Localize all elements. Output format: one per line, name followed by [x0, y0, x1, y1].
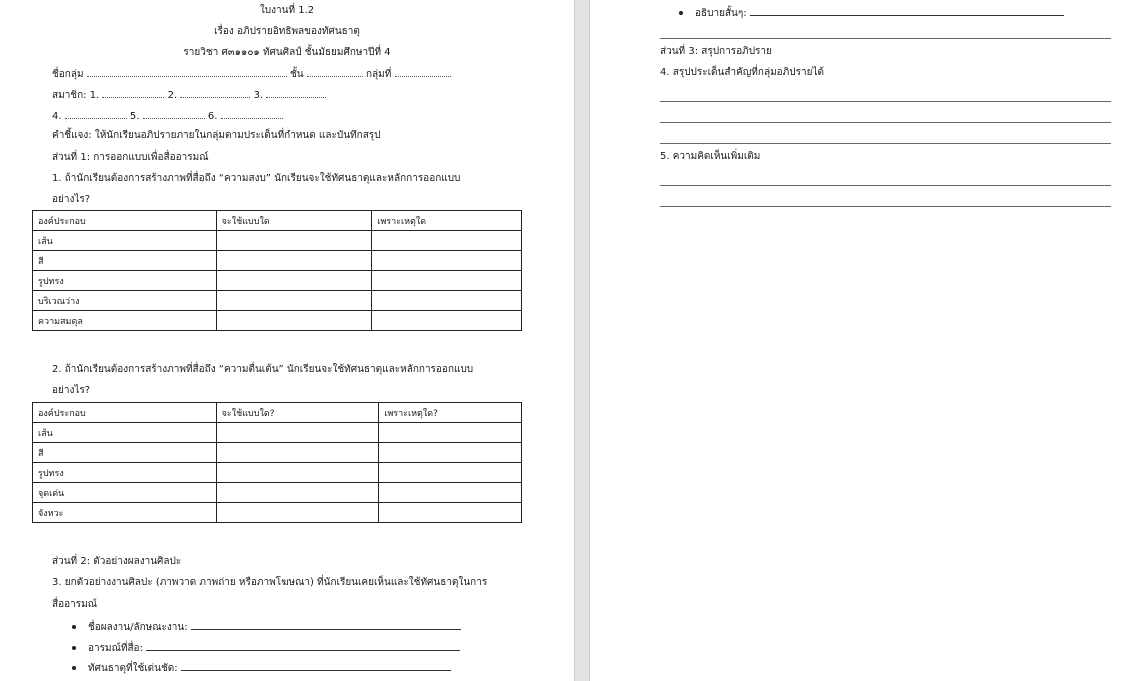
q2-line1: 2. ถ้านักเรียนต้องการสร้างภาพที่สื่อถึง “ความตื่นเต้น” นักเรียนจะใช้ทัศนธาตุและหลักการออกแบบ: [52, 364, 474, 375]
instructions: คำชี้แจง: ให้นักเรียนอภิปรายภายในกลุ่มตามประเด็นที่กำหนด และบันทึกสรุป: [52, 130, 381, 141]
page-gutter: [574, 0, 590, 681]
answer-cell[interactable]: [216, 311, 372, 331]
bullet-label: ชื่อผลงาน/ลักษณะงาน:: [88, 622, 188, 633]
header-cell: เพราะเหตุใด: [372, 211, 522, 231]
table-row: [33, 503, 522, 523]
table-excitement: [32, 402, 522, 523]
table-row: [33, 251, 522, 271]
member-num: 5.: [129, 111, 140, 122]
group-label: ชื่อกลุ่ม: [52, 69, 84, 80]
row-label: สี: [33, 443, 217, 463]
answer-line[interactable]: [660, 206, 1111, 207]
q5: 5. ความคิดเห็นเพิ่มเติม: [660, 151, 761, 162]
header-cell: องค์ประกอบ: [33, 403, 217, 423]
table-row: [33, 311, 522, 331]
q3-line2: สื่ออารมณ์: [52, 599, 97, 610]
answer-line[interactable]: [660, 38, 1111, 39]
member-num: 3.: [253, 90, 264, 101]
course-line: รายวิชา ศ๓๑๑๐๑ ทัศนศิลป์ ชั้นมัธยมศึกษาปีที่ 4: [183, 47, 391, 58]
table-row: [33, 271, 522, 291]
table-calm: [32, 210, 522, 331]
emotion-blank[interactable]: [146, 640, 460, 651]
q2-line2: อย่างไร?: [52, 385, 91, 396]
q4: 4. สรุปประเด็นสำคัญที่กลุ่มอภิปรายได้: [660, 67, 824, 78]
explain-blank[interactable]: [750, 5, 1064, 16]
row-label: ความสมดุล: [33, 311, 217, 331]
member-blank[interactable]: [65, 109, 127, 119]
answer-cell[interactable]: [216, 463, 379, 483]
bullet-elements: [88, 660, 451, 675]
row-label: จังหวะ: [33, 503, 217, 523]
member-num: 4.: [52, 111, 62, 122]
table-row: [33, 483, 522, 503]
member-blank[interactable]: [180, 88, 250, 98]
bullet-icon: [72, 666, 76, 670]
group-name-blank[interactable]: [87, 67, 287, 77]
bullet-artwork-name: [88, 619, 461, 634]
answer-cell[interactable]: [216, 443, 379, 463]
answer-cell[interactable]: [379, 463, 522, 483]
header-cell: องค์ประกอบ: [33, 211, 217, 231]
answer-cell[interactable]: [372, 271, 522, 291]
members-line-1: [52, 88, 326, 102]
part2-title: ส่วนที่ 2: ตัวอย่างผลงานศิลปะ: [52, 556, 182, 567]
q3-line1: 3. ยกตัวอย่างงานศิลปะ (ภาพวาด ภาพถ่าย หรือภาพโฆษณา) ที่นักเรียนเคยเห็นและใช้ทัศนธาตุในการ: [52, 577, 488, 588]
elements-blank[interactable]: [181, 660, 451, 671]
document-page-right: [590, 0, 1132, 681]
members-label: สมาชิก:: [52, 90, 87, 101]
answer-cell[interactable]: [379, 423, 522, 443]
group-no-label: กลุ่มที่: [365, 69, 392, 80]
answer-cell[interactable]: [372, 251, 522, 271]
artwork-name-blank[interactable]: [191, 619, 461, 630]
answer-cell[interactable]: [216, 483, 379, 503]
members-line-2: [52, 109, 283, 123]
row-label: บริเวณว่าง: [33, 291, 217, 311]
answer-line[interactable]: [660, 101, 1111, 102]
table-row: [33, 231, 522, 251]
part1-title: ส่วนที่ 1: การออกแบบเพื่อสื่ออารมณ์: [52, 152, 209, 163]
bullet-label: อารมณ์ที่สื่อ:: [88, 643, 143, 654]
class-blank[interactable]: [307, 67, 363, 77]
table-header-row: [33, 403, 522, 423]
answer-line[interactable]: [660, 122, 1111, 123]
answer-cell[interactable]: [379, 483, 522, 503]
q1-line1: 1. ถ้านักเรียนต้องการสร้างภาพที่สื่อถึง “ความสงบ” นักเรียนจะใช้ทัศนธาตุและหลักการออกแบบ: [52, 173, 461, 184]
member-num: 2.: [167, 90, 178, 101]
answer-line[interactable]: [660, 185, 1111, 186]
row-label: รูปทรง: [33, 463, 217, 483]
bullet-explain: [695, 5, 1064, 20]
header-cell: เพราะเหตุใด?: [379, 403, 522, 423]
bullet-label: ทัศนธาตุที่ใช้เด่นชัด:: [88, 663, 178, 674]
worksheet-number: ใบงานที่ 1.2: [259, 5, 315, 16]
member-blank[interactable]: [102, 88, 164, 98]
bullet-emotion: [88, 640, 460, 655]
answer-cell[interactable]: [216, 291, 372, 311]
answer-line[interactable]: [660, 143, 1111, 144]
answer-cell[interactable]: [372, 291, 522, 311]
row-label: สี: [33, 251, 217, 271]
member-blank[interactable]: [221, 109, 283, 119]
row-label: รูปทรง: [33, 271, 217, 291]
member-blank[interactable]: [143, 109, 205, 119]
member-num: 6.: [207, 111, 218, 122]
q1-line2: อย่างไร?: [52, 194, 91, 205]
header-cell: จะใช้แบบใด: [216, 211, 372, 231]
table-row: [33, 443, 522, 463]
answer-cell[interactable]: [372, 311, 522, 331]
bullet-icon: [72, 625, 76, 629]
member-num: 1.: [89, 90, 100, 101]
table-row: [33, 423, 522, 443]
part3-title: ส่วนที่ 3: สรุปการอภิปราย: [660, 46, 772, 57]
answer-cell[interactable]: [379, 443, 522, 463]
group-info-line: [52, 67, 451, 81]
bullet-label: อธิบายสั้นๆ:: [695, 8, 747, 19]
row-label: เส้น: [33, 423, 217, 443]
bullet-icon: [679, 11, 683, 15]
table-header-row: [33, 211, 522, 231]
group-no-blank[interactable]: [395, 67, 451, 77]
bullet-icon: [72, 646, 76, 650]
worksheet-topic: เรื่อง อภิปรายอิทธิพลของทัศนธาตุ: [214, 26, 360, 37]
header-cell: จะใช้แบบใด?: [216, 403, 379, 423]
table-row: [33, 291, 522, 311]
answer-cell[interactable]: [216, 423, 379, 443]
answer-cell[interactable]: [216, 231, 372, 251]
class-label: ชั้น: [289, 69, 304, 80]
table-row: [33, 463, 522, 483]
member-blank[interactable]: [266, 88, 326, 98]
answer-cell[interactable]: [216, 251, 372, 271]
answer-cell[interactable]: [372, 231, 522, 251]
row-label: จุดเด่น: [33, 483, 217, 503]
answer-cell[interactable]: [216, 503, 379, 523]
answer-cell[interactable]: [216, 271, 372, 291]
row-label: เส้น: [33, 231, 217, 251]
answer-cell[interactable]: [379, 503, 522, 523]
